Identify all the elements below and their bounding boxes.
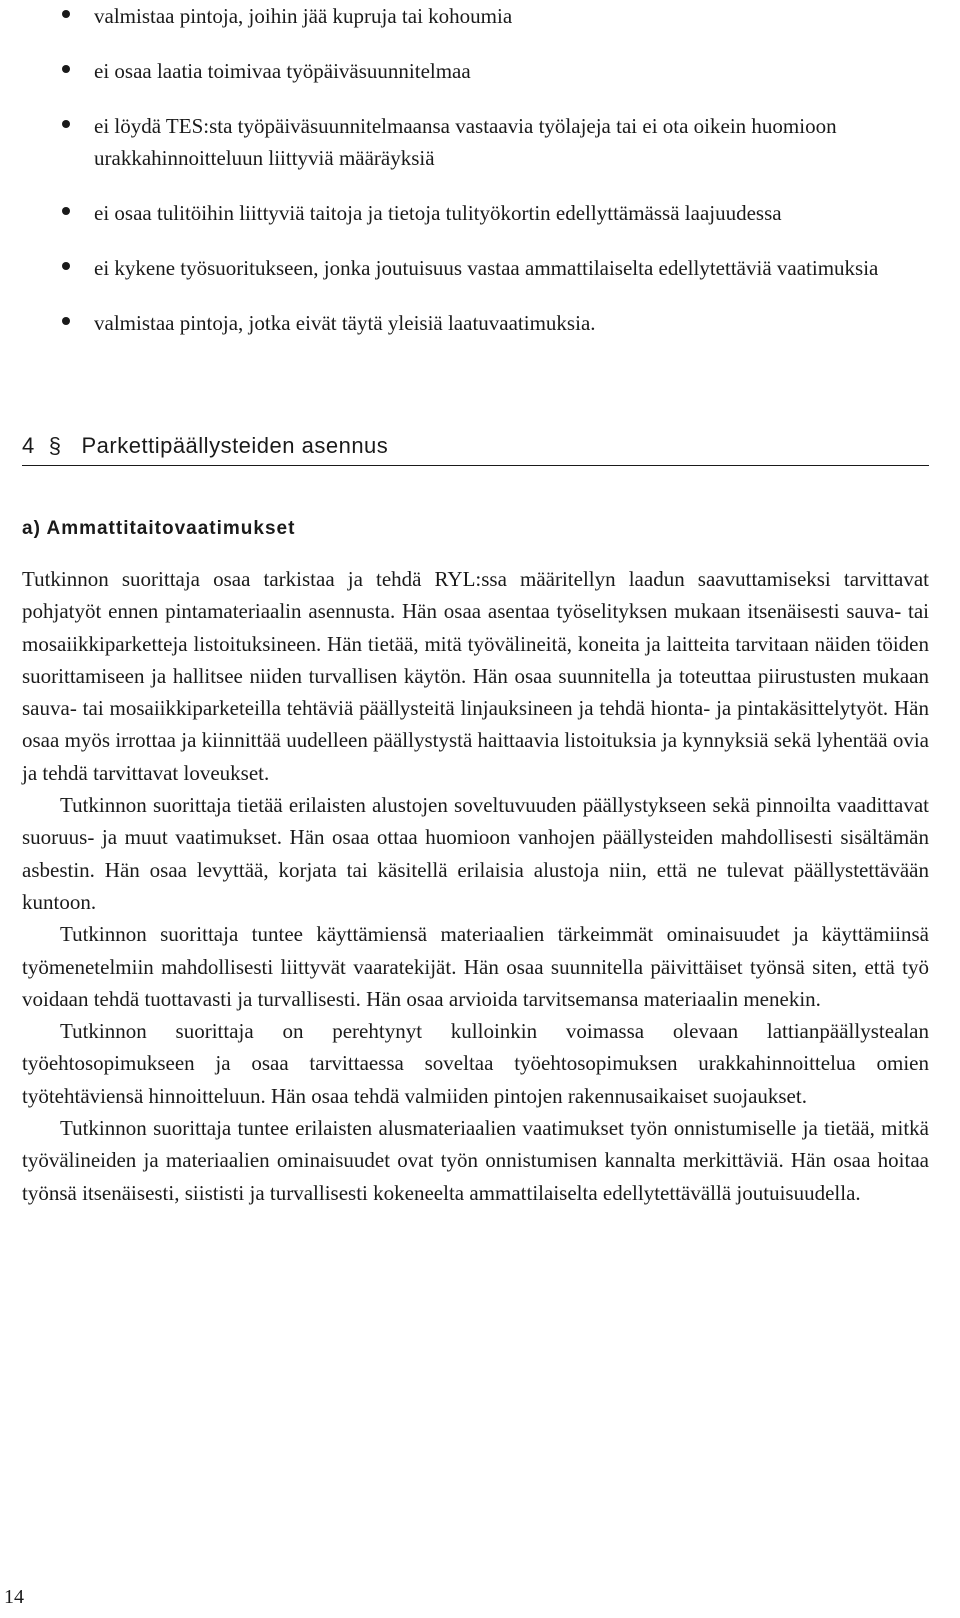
list-item (26, 252, 941, 284)
list-item (26, 0, 941, 32)
list-item-text: ei kykene työsuoritukseen, jonka joutuisuus vastaa ammattilaiselta edellytettäviä vaatimuksia (94, 256, 879, 280)
list-item-text: ei löydä TES:sta työpäiväsuunnitelmaansa vastaavia työlajeja tai ei ota oikein huomioon urakkahinnoitteluun liittyviä määräyksiä (94, 114, 837, 170)
paragraph: Tutkinnon suorittaja osaa tarkistaa ja tehdä RYL:ssa määritellyn laadun saavuttamiseksi tarvittavat pohjatyöt ennen pintamateriaalin asennusta. Hän osaa asentaa työselityksen mukaan itsenäisesti sauva- tai mosaiikkiparketteja listoituksineen. Hän tietää, mitä työvälineitä, koneita ja laitteita tarvitaan näiden töiden suorittamiseen ja hallitsee niiden turvallisen käytön. Hän osaa suunnitella ja toteuttaa piirustusten mukaan sauva- tai mosaiikkiparketeilla tehtäviä päällysteitä linjauksineen ja tehdä hionta- ja pintakäsittelytyöt. Hän osaa myös irrottaa ja kiinnittää uudelleen päällystystä haittaavia listoituksia ja kynnyksiä sekä lyhentää ovia ja tehdä tarvittavat loveukset. (22, 567, 929, 785)
paragraph: Tutkinnon suorittaja tuntee erilaisten alusmateriaalien vaatimukset työn onnistumiselle ja tietää, mitkä työvälineiden ja materiaalien ominaisuudet ovat työn onnistumisen kannalta merkittäviä. Hän osaa hoitaa työnsä itsenäisesti, siististi ja turvallisesti kokeneelta ammattilaiselta edellytettävällä joutuisuudella. (22, 1116, 929, 1205)
section-title: Parkettipäällysteiden asennus (81, 433, 389, 458)
list-item (26, 110, 941, 174)
paragraph: Tutkinnon suorittaja tuntee käyttämiensä materiaalien tärkeimmät ominaisuudet ja käyttämiinsä työmenetelmiin mahdollisesti liittyvät vaaratekijät. Hän osaa suunnitella päivittäiset työnsä siten, että työ voidaan tehdä tuottavasti ja turvallisesti. Hän osaa arvioida tarvitsemansa materiaalin menekin. (22, 922, 929, 1011)
list-item-text: ei osaa tulitöihin liittyviä taitoja ja tietoja tulityökortin edellyttämässä laajuudessa (94, 201, 782, 225)
list-item (26, 55, 941, 87)
list-item-text: valmistaa pintoja, joihin jää kupruja tai kohoumia (94, 4, 513, 28)
list-item-text: valmistaa pintoja, jotka eivät täytä yleisiä laatuvaatimuksia. (94, 311, 596, 335)
bullet-icon (62, 10, 70, 18)
bullet-icon (62, 207, 70, 215)
list-item-text: ei osaa laatia toimivaa työpäiväsuunnitelmaa (94, 59, 471, 83)
bullet-icon (62, 65, 70, 73)
page-number: 14 (4, 1586, 24, 1608)
bullet-icon (62, 262, 70, 270)
criteria-list (26, 0, 941, 362)
body-text (22, 563, 929, 1209)
bullet-icon (62, 120, 70, 128)
section-heading (22, 433, 929, 466)
section-number: 4 (22, 433, 35, 458)
bullet-icon (62, 317, 70, 325)
section-symbol: § (48, 433, 62, 458)
subheading: a) Ammattitaitovaatimukset (22, 518, 296, 539)
list-item (26, 197, 941, 229)
paragraph: Tutkinnon suorittaja on perehtynyt kulloinkin voimassa olevaan lattianpäällystealan työehtosopimukseen ja osaa tarvittaessa soveltaa työehtosopimuksen urakkahinnoittelua omien työtehtäviensä hinnoitteluun. Hän osaa tehdä valmiiden pintojen rakennusaikaiset suojaukset. (22, 1019, 929, 1108)
list-item (26, 307, 941, 339)
paragraph: Tutkinnon suorittaja tietää erilaisten alustojen soveltuvuuden päällystykseen sekä pinnoilta vaadittavat suoruus- ja muut vaatimukset. Hän osaa ottaa huomioon vanhojen päällysteiden mahdollisesti sisältämän asbestin. Hän osaa levyttää, korjata tai käsitellä erilaisia alustoja niin, että ne tulevat päällystettävään kuntoon. (22, 793, 929, 914)
